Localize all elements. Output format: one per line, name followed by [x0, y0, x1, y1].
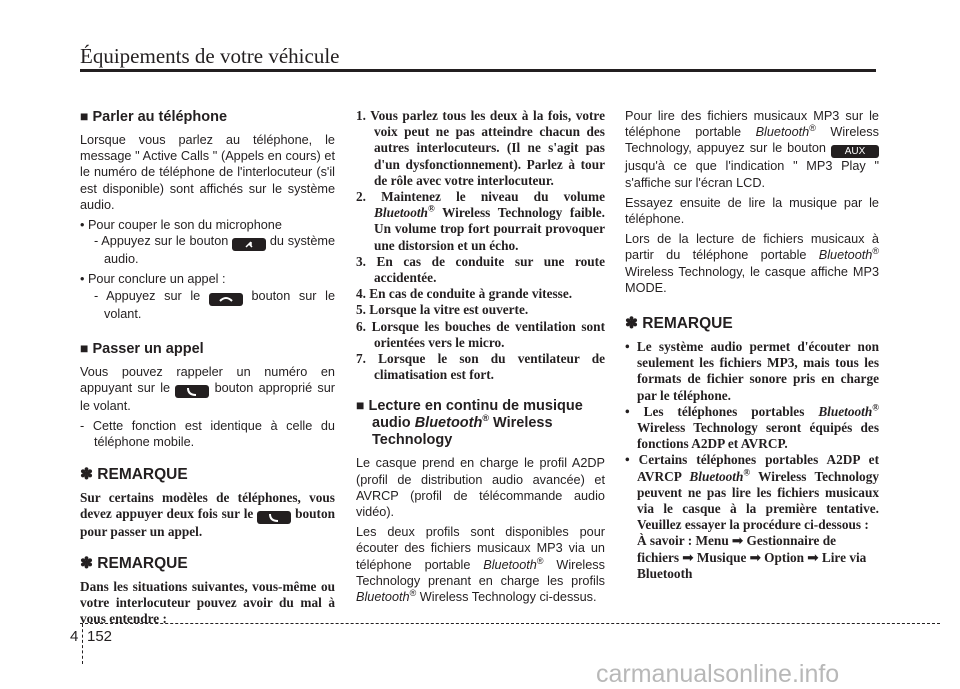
remark-text: Sur certains modèles de téléphones, vous devez appuyer deux fois sur le bouton pour passer un appel. [80, 489, 336, 539]
paragraph: Lorsque vous parlez au téléphone, le message " Active Calls " (Appels en cours) et le numéro de téléphone de l'interlocuteur (s'il est disponible) sont affichés sur le système audio. [80, 133, 335, 212]
paragraph: Vous pouvez rappeler un numéro en appuyant sur le bouton approprié sur le volant. [80, 364, 336, 414]
list-item: • Certains téléphones portables A2DP et AVRCP Bluetooth® Wireless Technology peuvent ne pas lire les fichiers musicaux via le casque à la première tentative. Veuillez essayer la procédure ci-dessous : [625, 452, 880, 533]
aux-button: AUX [831, 145, 879, 158]
paragraph: Lors de la lecture de fichiers musicaux à partir du téléphone portable Bluetooth® Wireless Technology, le casque affiche MP3 MODE. [625, 232, 879, 295]
column-1 [80, 108, 335, 628]
menu-path: À savoir : Menu ➟ Gestionnaire de fichiers ➟ Musique ➟ Option ➟ Lire via Bluetooth [637, 533, 867, 581]
paragraph: Le casque prend en charge le profil A2DP (profil de distribution audio avancée) et AVRCP (profil de télécommande audio vidéo). [356, 456, 605, 520]
list-item: 5. Lorsque la vitre est ouverte. [356, 302, 529, 318]
mute-button-icon [232, 238, 266, 251]
page-header-title: Équipements de votre véhicule [80, 44, 340, 68]
chapter-number: 4 [70, 628, 79, 645]
paragraph: Essayez ensuite de lire la musique par le téléphone. [625, 195, 879, 227]
call-button-icon [257, 511, 291, 524]
column-3 [625, 108, 879, 582]
section-heading: ■ Passer un appel [80, 339, 204, 357]
list-item: 2. Maintenez le niveau du volume Bluetooth® Wireless Technology faible. Un volume trop fort pourrait provoquer une distorsion et un écho. [356, 189, 605, 253]
end-call-button-icon [209, 293, 243, 306]
list-item: 4. En cas de conduite à grande vitesse. [356, 286, 573, 302]
list-item: • Les téléphones portables Bluetooth® Wireless Technology seront équipés des fonctions A2DP et AVRCP. [625, 402, 879, 452]
paragraph: Pour lire des fichiers musicaux MP3 sur le téléphone portable Bluetooth® Wireless Technology, appuyez sur le bouton AUX jusqu'à ce que l'indication " MP3 Play " s'affiche sur l'écran LCD. [625, 109, 879, 190]
sub-bullet: - Appuyez sur le bouton sur le volant. [94, 288, 336, 321]
list-item: 6. Lorsque les bouches de ventilation sont orientées vers le micro. [356, 318, 605, 350]
remark-heading: ✽ REMARQUE [80, 465, 188, 483]
list-item: 7. Lorsque le son du ventilateur de climatisation est fort. [356, 351, 605, 383]
section-heading: ■ Lecture en continu de musique audio Bluetooth® Wireless Technology [356, 397, 583, 449]
list-item: 3. En cas de conduite sur une route accidentée. [356, 253, 605, 286]
bullet: • Pour conclure un appel : [80, 272, 226, 287]
list-item: • Le système audio permet d'écouter non seulement les fichiers MP3, mais tous les formats de fichier sonore pris en charge par le téléphone. [625, 339, 879, 403]
header-rule [80, 69, 876, 72]
column-2 [356, 108, 605, 609]
footer-divider [82, 624, 83, 664]
page-number: 152 [87, 628, 113, 645]
section-heading: ■ Parler au téléphone [80, 108, 228, 125]
sub-bullet: - Appuyez sur le bouton du système audio. [94, 234, 335, 267]
call-button-icon [175, 385, 209, 398]
bullet: • Pour couper le son du microphone [80, 218, 282, 233]
remark-heading: ✽ REMARQUE [625, 315, 733, 333]
list-item: 1. Vous parlez tous les deux à la fois, votre voix peut ne pas atteindre chacun des autres interlocuteurs. (Il ne s'agit pas d'un dysfonctionnement). Parlez à tour de rôle avec votre interlocuteur. [356, 108, 605, 188]
remark-text: Dans les situations suivantes, vous-même ou votre interlocuteur pouvez avoir du mal à vous entendre : [80, 579, 335, 627]
paragraph: Les deux profils sont disponibles pour écouter des fichiers musicaux MP3 via un téléphone portable Bluetooth® Wireless Technology prenant en charge les profils Bluetooth® Wireless Technology ci-dessus. [356, 525, 605, 605]
watermark: carmanualsonline.info [596, 660, 840, 688]
remark-heading: ✽ REMARQUE [80, 555, 188, 573]
numbered-list [356, 108, 605, 383]
paragraph: - Cette fonction est identique à celle du téléphone mobile. [80, 419, 335, 450]
footer-rule [80, 623, 940, 624]
bullet-list [625, 339, 879, 533]
